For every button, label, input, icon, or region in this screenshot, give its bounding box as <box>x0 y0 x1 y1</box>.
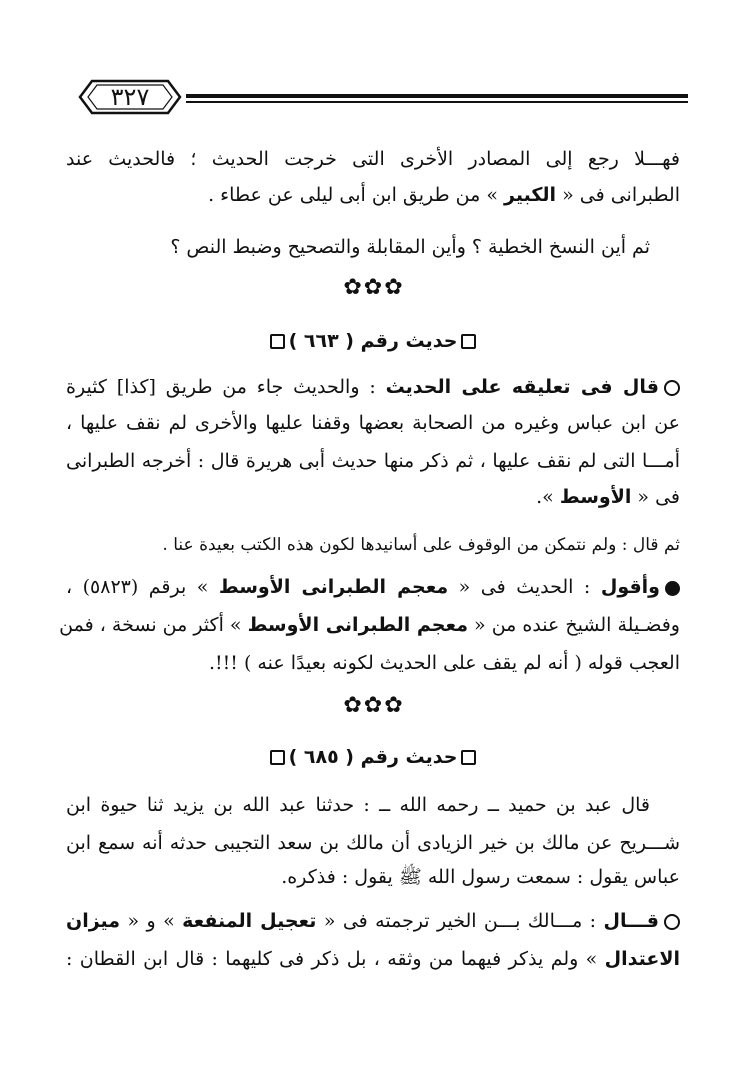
star-ornament-icon: ✿ <box>384 275 403 300</box>
hadith-heading-685: حديث رقم ( ٦٨٥ ) <box>66 742 680 772</box>
page-number: ٣٢٧ <box>110 83 150 111</box>
star-ornament-icon: ✿ <box>343 693 362 718</box>
bold-kabir: الكبير <box>504 184 557 206</box>
para3-line1: قال فى تعليقه على الحديث : والحديث جاء من طريق [كذا] كثيرة <box>66 372 680 402</box>
para1-line1: فهـــلا رجع إلى المصادر الأخرى التى خرجت الحديث ؛ فالحديث عند <box>66 148 680 170</box>
circle-bullet-icon <box>664 380 680 396</box>
para7-line2: الاعتدال » ولم يذكر فيهما من وثقه ، بل ذكر فى كليهما : قال ابن القطان : <box>66 948 680 970</box>
header-rule-thin <box>186 101 688 103</box>
filled-circle-bullet-icon <box>665 581 680 596</box>
header-rule-thick <box>186 94 688 98</box>
para3-line2: عن ابن عباس وغيره من الصحابة بعضها وقفنا عليها والأخرى لم نقف عليها ، <box>66 412 680 434</box>
para6-line3: عباس يقول : سمعت رسول الله ﷺ يقول : فذكره. <box>281 866 680 888</box>
circle-bullet-icon <box>664 914 680 930</box>
para7-line1: قـــال : مـــالك بـــن الخير ترجمته فى « تعجيل المنفعة » و « ميزان <box>66 906 680 936</box>
star-ornament-icon: ✿ <box>384 693 403 718</box>
page-number-frame <box>78 78 182 116</box>
ornament-divider-2 <box>66 692 680 720</box>
para3-line4: فى « الأوسط ». <box>536 486 680 508</box>
square-bullet-icon <box>270 750 285 765</box>
para2-line1: ثم أين النسخ الخطية ؟ وأين المقابلة والتصحيح وضبط النص ؟ <box>170 236 650 258</box>
para5-line2: وفضـيلة الشيخ عنده من « معجم الطبرانى الأوسط » أكثر من نسخة ، فمن <box>59 614 680 636</box>
star-ornament-icon: ✿ <box>343 275 362 300</box>
square-bullet-icon <box>461 334 476 349</box>
hadith-heading-663: حديث رقم ( ٦٦٣ ) <box>66 326 680 356</box>
star-ornament-icon: ✿ <box>363 693 383 718</box>
square-bullet-icon <box>461 750 476 765</box>
page-header <box>78 76 688 132</box>
star-ornament-icon: ✿ <box>363 275 383 300</box>
ornament-divider-1 <box>66 274 680 302</box>
para5-line3: العجب قوله ( أنه لم يقف على الحديث لكونه بعيدًا عنه ) !!!. <box>208 652 680 674</box>
para3-line3: أمـــا التى لم نقف عليها ، ثم ذكر منها حديث أبى هريرة قال : أخرجه الطبرانى <box>66 450 680 472</box>
para1-line2: الطبرانى فى « الكبير » من طريق ابن أبى ليلى عن عطاء . <box>208 184 680 206</box>
square-bullet-icon <box>270 334 285 349</box>
para4-line1: ثم قال : ولم نتمكن من الوقوف على أسانيدها لكون هذه الكتب بعيدة عنا . <box>162 535 680 555</box>
para6-line1: قال عبد بن حميد ــ رحمه الله ــ : حدثنا عبد الله بن يزيد ثنا حيوة ابن <box>66 794 650 816</box>
para6-line2: شـــريح عن مالك بن خير الزيادى أن مالك بن سعد التجيبى حدثه أنه سمع ابن <box>66 832 680 854</box>
para5-line1: وأقول : الحديث فى « معجم الطبرانى الأوسط » برقم (٥٨٢٣) ، <box>66 572 680 602</box>
